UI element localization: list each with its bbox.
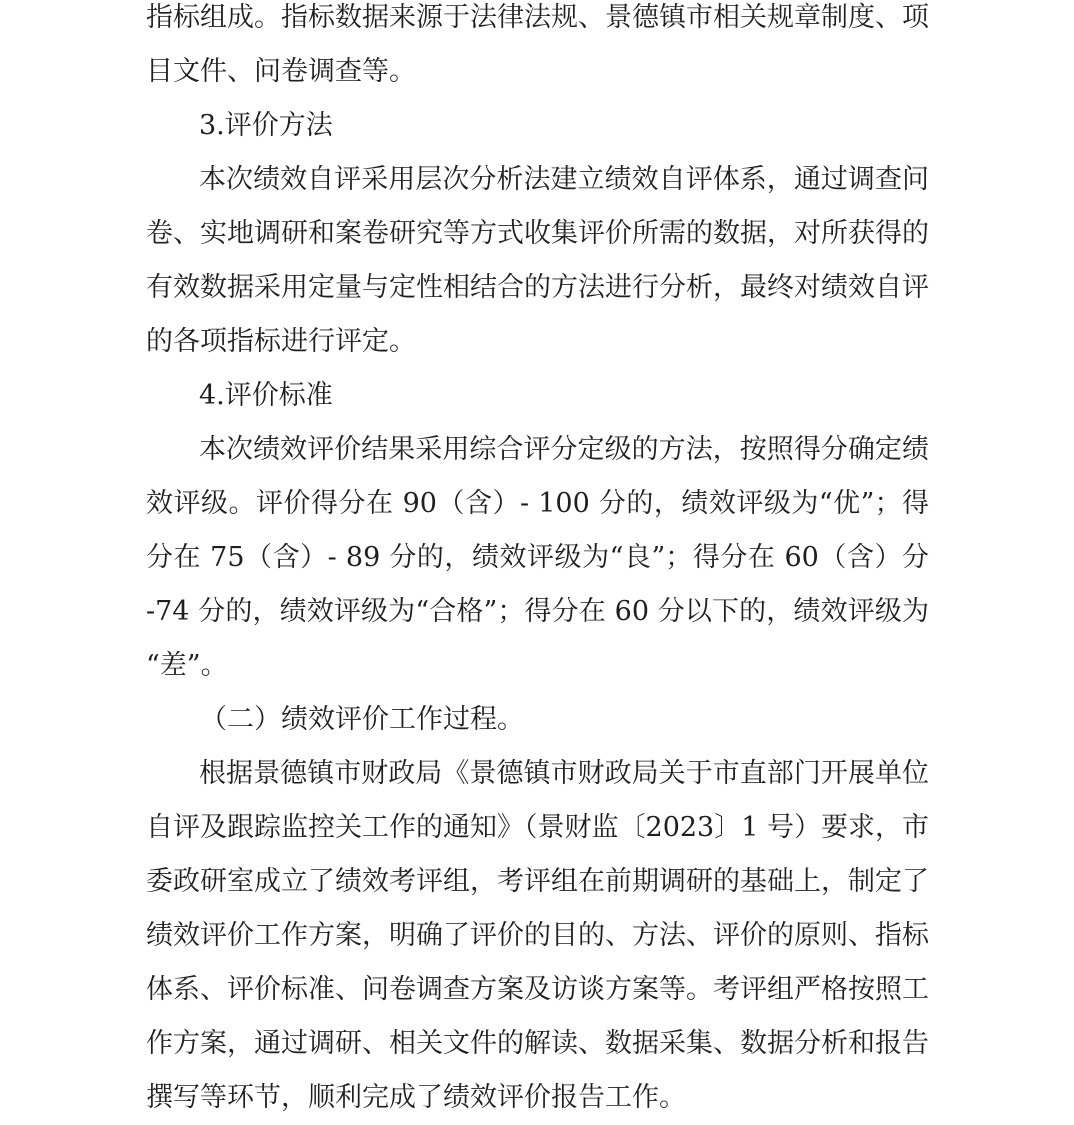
paragraph-line: 体系、评价标准、问卷调查方案及访谈方案等。考评组严格按照工 xyxy=(146,974,929,1005)
paragraph-line: 根据景德镇市财政局《景德镇市财政局关于市直部门开展单位 xyxy=(199,758,929,789)
paragraph-line: 有效数据采用定量与定性相结合的方法进行分析，最终对绩效自评 xyxy=(146,272,929,303)
paragraph-line: 本次绩效评价结果采用综合评分定级的方法，按照得分确定绩 xyxy=(199,434,929,465)
paragraph-line: 卷、实地调研和案卷研究等方式收集评价所需的数据，对所获得的 xyxy=(146,218,929,249)
paragraph-line: 分在 75（含）- 89 分的，绩效评级为“良”；得分在 60（含）分 xyxy=(146,542,929,573)
paragraph-line: 撰写等环节，顺利完成了绩效评价报告工作。 xyxy=(146,1082,686,1113)
paragraph-line: -74 分的，绩效评级为“合格”；得分在 60 分以下的，绩效评级为 xyxy=(146,596,929,627)
paragraph-line: 目文件、问卷调查等。 xyxy=(146,56,416,87)
paragraph-line: 指标组成。指标数据来源于法律法规、景德镇市相关规章制度、项 xyxy=(146,2,929,33)
paragraph-line: “差”。 xyxy=(146,650,228,681)
paragraph-line: 作方案，通过调研、相关文件的解读、数据采集、数据分析和报告 xyxy=(146,1028,929,1059)
section-heading: 3.评价方法 xyxy=(199,110,333,141)
paragraph-line: 效评级。评价得分在 90（含）- 100 分的，绩效评级为“优”；得 xyxy=(146,488,929,519)
section-heading: （二）绩效评价工作过程。 xyxy=(200,704,524,735)
section-heading: 4.评价标准 xyxy=(199,380,333,411)
paragraph-line: 绩效评价工作方案，明确了评价的目的、方法、评价的原则、指标 xyxy=(146,920,929,951)
paragraph-line: 自评及跟踪监控关工作的通知》（景财监〔2023〕1 号）要求，市 xyxy=(146,812,929,843)
paragraph-line: 的各项指标进行评定。 xyxy=(146,326,416,357)
paragraph-line: 本次绩效自评采用层次分析法建立绩效自评体系，通过调查问 xyxy=(199,164,929,195)
paragraph-line: 委政研室成立了绩效考评组，考评组在前期调研的基础上，制定了 xyxy=(146,866,929,897)
